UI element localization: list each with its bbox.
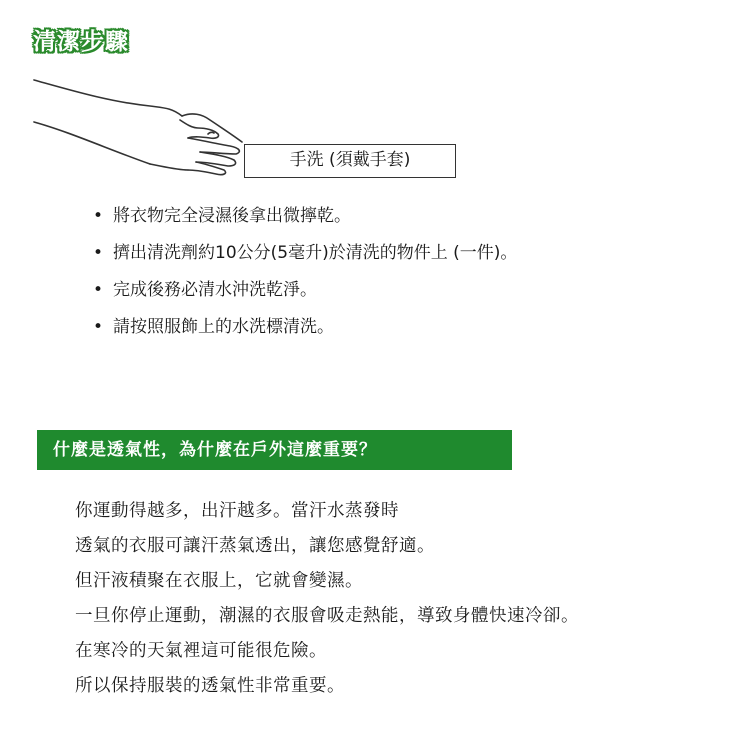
method-label: 手洗 (須戴手套) <box>244 144 456 178</box>
paragraph-line: 透氣的衣服可讓汗蒸氣透出，讓您感覺舒適。 <box>75 536 435 556</box>
hand-icon <box>30 72 245 182</box>
bullet-icon: • <box>93 317 104 337</box>
step-text: 將衣物完全浸濕後拿出微擰乾。 <box>113 206 351 226</box>
list-item <box>93 237 517 274</box>
step-text: 完成後務必清水沖洗乾淨。 <box>113 280 317 300</box>
step-text: 請按照服飾上的水洗標清洗。 <box>113 317 334 337</box>
steps-list <box>93 200 517 348</box>
paragraph-line: 但汗液積聚在衣服上，它就會變濕。 <box>75 571 363 591</box>
paragraph-line: 一旦你停止運動，潮濕的衣服會吸走熱能，導致身體快速冷卻。 <box>75 606 579 626</box>
paragraph-line: 所以保持服裝的透氣性非常重要。 <box>75 676 345 696</box>
paragraph-line: 在寒冷的天氣裡這可能很危險。 <box>75 641 327 661</box>
page-title: 清潔步驟 <box>33 29 129 55</box>
step-text: 擠出清洗劑約10公分(5毫升)於清洗的物件上 (一件)。 <box>113 243 518 263</box>
bullet-icon: • <box>93 280 104 300</box>
section-heading: 什麼是透氣性，為什麼在戶外這麼重要？ <box>37 430 512 470</box>
list-item <box>93 274 517 311</box>
breathability-paragraph <box>75 497 579 707</box>
list-item <box>93 200 517 237</box>
bullet-icon: • <box>93 243 104 263</box>
bullet-icon: • <box>93 206 104 226</box>
list-item <box>93 311 517 348</box>
paragraph-line: 你運動得越多，出汗越多。當汗水蒸發時 <box>75 501 399 521</box>
